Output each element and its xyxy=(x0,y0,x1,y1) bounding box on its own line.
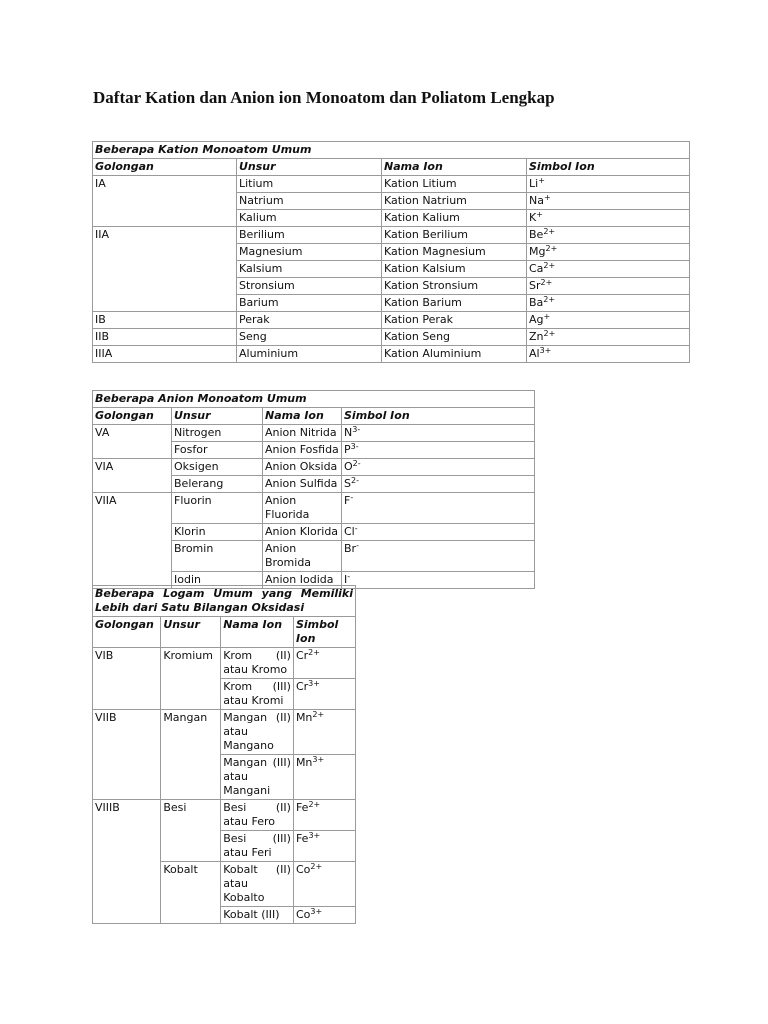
nama-ion-cell: Kobalt (II) atau Kobalto xyxy=(221,862,294,907)
ion-symbol: Zn xyxy=(529,330,544,343)
ion-symbol: N xyxy=(344,426,353,439)
ion-symbol-cell xyxy=(342,476,535,493)
ion-symbol-cell xyxy=(342,425,535,442)
ion-symbol: Mn xyxy=(295,711,313,724)
unsur-cell: Fluorin xyxy=(172,493,263,524)
ion-symbol: Mg xyxy=(529,245,546,258)
nama-ion-cell: Mangan (III) atau Mangani xyxy=(221,755,294,800)
ion-symbol: Cr xyxy=(295,680,309,693)
nama-ion-cell: Kation Natrium xyxy=(382,193,527,210)
ion-symbol: Li xyxy=(529,177,539,190)
ion-symbol-cell xyxy=(293,710,355,755)
table-caption-row xyxy=(93,391,535,408)
column-header: Nama Ion xyxy=(221,617,294,648)
ion-symbol: Al xyxy=(529,347,540,360)
anion-table xyxy=(92,390,535,589)
ion-symbol-cell xyxy=(342,541,535,572)
nama-ion-cell: Anion Klorida xyxy=(263,524,342,541)
nama-ion-cell: Kation Barium xyxy=(382,295,527,312)
column-header: Golongan xyxy=(93,408,172,425)
ion-symbol: O xyxy=(344,460,353,473)
column-header: Nama Ion xyxy=(263,408,342,425)
unsur-cell: Oksigen xyxy=(172,459,263,476)
unsur-cell: Mangan xyxy=(161,710,221,800)
ion-symbol-cell xyxy=(527,176,690,193)
nama-ion-cell: Kation Magnesium xyxy=(382,244,527,261)
ion-symbol: P xyxy=(344,443,351,456)
ion-symbol-cell xyxy=(293,862,355,907)
ion-charge: 2- xyxy=(352,459,361,468)
ion-symbol-cell xyxy=(527,346,690,363)
nama-ion-cell: Anion Nitrida xyxy=(263,425,342,442)
nama-ion-cell: Anion Fosfida xyxy=(263,442,342,459)
ion-symbol: Mn xyxy=(295,756,313,769)
ion-symbol-cell xyxy=(527,295,690,312)
unsur-cell: Kalium xyxy=(237,210,382,227)
ion-symbol-cell xyxy=(342,572,535,589)
ion-symbol-cell xyxy=(527,210,690,227)
table-caption: Beberapa Logam Umum yang Memiliki Lebih dari Satu Bilangan Oksidasi xyxy=(93,586,356,617)
nama-ion-cell: Krom (III) atau Kromi xyxy=(221,679,294,710)
column-header: Unsur xyxy=(172,408,263,425)
ion-charge: 2+ xyxy=(308,800,321,809)
ion-symbol: S xyxy=(344,477,351,490)
table-row xyxy=(93,493,535,524)
ion-symbol-cell xyxy=(342,524,535,541)
ion-symbol: Cr xyxy=(295,649,309,662)
golongan-cell: IIB xyxy=(93,329,237,346)
column-header: Unsur xyxy=(161,617,221,648)
unsur-cell: Berilium xyxy=(237,227,382,244)
golongan-cell: VIIB xyxy=(93,710,161,800)
ion-symbol-cell xyxy=(293,755,355,800)
table-row xyxy=(93,329,690,346)
unsur-cell: Klorin xyxy=(172,524,263,541)
nama-ion-cell: Besi (III) atau Feri xyxy=(221,831,294,862)
ion-charge: - xyxy=(356,541,359,550)
ion-symbol-cell xyxy=(293,907,355,924)
unsur-cell: Kobalt xyxy=(161,862,221,924)
ion-symbol: Na xyxy=(529,194,544,207)
nama-ion-cell: Kation Aluminium xyxy=(382,346,527,363)
ion-symbol-cell xyxy=(342,442,535,459)
table-header-row xyxy=(93,159,690,176)
ion-symbol: Ba xyxy=(529,296,544,309)
nama-ion-cell: Kation Litium xyxy=(382,176,527,193)
table-row xyxy=(93,312,690,329)
multi-oxidation-table xyxy=(92,585,356,924)
ion-symbol-cell xyxy=(293,648,355,679)
column-header: Simbol Ion xyxy=(293,617,355,648)
unsur-cell: Kromium xyxy=(161,648,221,710)
nama-ion-cell: Kation Perak xyxy=(382,312,527,329)
column-header: Golongan xyxy=(93,159,237,176)
ion-symbol-cell xyxy=(342,459,535,476)
ion-charge: - xyxy=(354,524,358,533)
golongan-cell: IB xyxy=(93,312,237,329)
ion-charge: + xyxy=(536,210,543,219)
unsur-cell: Barium xyxy=(237,295,382,312)
ion-charge: 2+ xyxy=(310,862,323,871)
ion-charge: 3+ xyxy=(312,755,325,764)
table-row xyxy=(93,346,690,363)
golongan-cell: VA xyxy=(93,425,172,459)
ion-charge: + xyxy=(543,312,551,321)
ion-symbol-cell xyxy=(293,831,355,862)
column-header: Nama Ion xyxy=(382,159,527,176)
unsur-cell: Magnesium xyxy=(237,244,382,261)
ion-symbol-cell xyxy=(527,312,690,329)
golongan-cell: VIIA xyxy=(93,493,172,589)
column-header: Simbol Ion xyxy=(342,408,535,425)
ion-charge: 3+ xyxy=(310,907,323,916)
column-header: Golongan xyxy=(93,617,161,648)
nama-ion-cell: Besi (II) atau Fero xyxy=(221,800,294,831)
golongan-cell: IIIA xyxy=(93,346,237,363)
ion-charge: + xyxy=(538,176,545,185)
table-row xyxy=(93,227,690,244)
ion-symbol: Co xyxy=(295,863,311,876)
nama-ion-cell: Kation Berilium xyxy=(382,227,527,244)
golongan-cell: IA xyxy=(93,176,237,227)
ion-symbol-cell xyxy=(527,261,690,278)
table-caption-row xyxy=(93,586,356,617)
column-header: Simbol Ion xyxy=(527,159,690,176)
ion-charge: 2- xyxy=(350,476,359,485)
cation-table xyxy=(92,141,690,363)
unsur-cell: Perak xyxy=(237,312,382,329)
nama-ion-cell: Anion Oksida xyxy=(263,459,342,476)
table-row xyxy=(93,800,356,831)
ion-symbol-cell xyxy=(293,679,355,710)
ion-charge: 3- xyxy=(350,442,359,451)
ion-charge: 2+ xyxy=(545,244,558,253)
unsur-cell: Besi xyxy=(161,800,221,862)
ion-charge: - xyxy=(350,493,354,502)
nama-ion-cell: Kation Seng xyxy=(382,329,527,346)
ion-charge: 2+ xyxy=(308,648,320,657)
table-row xyxy=(93,425,535,442)
nama-ion-cell: Anion Iodida xyxy=(263,572,342,589)
unsur-cell: Stronsium xyxy=(237,278,382,295)
golongan-cell: VIA xyxy=(93,459,172,493)
unsur-cell: Seng xyxy=(237,329,382,346)
ion-symbol: Br xyxy=(344,542,357,555)
ion-charge: 2+ xyxy=(543,295,556,304)
nama-ion-cell: Anion Sulfida xyxy=(263,476,342,493)
ion-symbol-cell xyxy=(527,278,690,295)
column-header: Unsur xyxy=(237,159,382,176)
ion-symbol: Cl xyxy=(344,525,355,538)
ion-symbol: Ag xyxy=(529,313,544,326)
ion-symbol: K xyxy=(529,211,537,224)
unsur-cell: Bromin xyxy=(172,541,263,572)
ion-charge: 3+ xyxy=(308,679,320,688)
golongan-cell: IIA xyxy=(93,227,237,312)
nama-ion-cell: Kation Stronsium xyxy=(382,278,527,295)
ion-charge: 2+ xyxy=(543,227,556,236)
ion-charge: 2+ xyxy=(312,710,325,719)
unsur-cell: Kalsium xyxy=(237,261,382,278)
ion-charge: 3+ xyxy=(308,831,321,840)
nama-ion-cell: Mangan (II) atau Mangano xyxy=(221,710,294,755)
nama-ion-cell: Kation Kalium xyxy=(382,210,527,227)
table-header-row xyxy=(93,408,535,425)
ion-charge: - xyxy=(347,572,351,581)
nama-ion-cell: Krom (II) atau Kromo xyxy=(221,648,294,679)
ion-charge: 2+ xyxy=(540,278,553,287)
unsur-cell: Aluminium xyxy=(237,346,382,363)
ion-charge: 3+ xyxy=(539,346,552,355)
ion-symbol: Sr xyxy=(529,279,541,292)
table-caption: Beberapa Anion Monoatom Umum xyxy=(93,391,535,408)
ion-symbol-cell xyxy=(293,800,355,831)
ion-charge: 3- xyxy=(352,425,361,434)
nama-ion-cell: Anion Fluorida xyxy=(263,493,342,524)
table-caption-row xyxy=(93,142,690,159)
table-header-row xyxy=(93,617,356,648)
ion-symbol-cell xyxy=(527,329,690,346)
table-row xyxy=(93,459,535,476)
ion-symbol: I xyxy=(344,573,348,586)
ion-charge: 2+ xyxy=(543,261,556,270)
golongan-cell: VIB xyxy=(93,648,161,710)
ion-symbol: Ca xyxy=(529,262,544,275)
ion-symbol-cell xyxy=(527,227,690,244)
ion-symbol: F xyxy=(344,494,351,507)
ion-symbol-cell xyxy=(342,493,535,524)
page-title: Daftar Kation dan Anion ion Monoatom dan Poliatom Lengkap xyxy=(93,88,555,107)
table-row xyxy=(93,710,356,755)
ion-symbol-cell xyxy=(527,193,690,210)
unsur-cell: Belerang xyxy=(172,476,263,493)
ion-symbol: Fe xyxy=(295,832,309,845)
unsur-cell: Iodin xyxy=(172,572,263,589)
unsur-cell: Fosfor xyxy=(172,442,263,459)
unsur-cell: Litium xyxy=(237,176,382,193)
ion-symbol: Be xyxy=(529,228,544,241)
table-row xyxy=(93,176,690,193)
ion-symbol: Fe xyxy=(295,801,309,814)
nama-ion-cell: Kobalt (III) xyxy=(221,907,294,924)
ion-charge: + xyxy=(543,193,551,202)
nama-ion-cell: Kation Kalsium xyxy=(382,261,527,278)
table-row xyxy=(93,648,356,679)
golongan-cell: VIIIB xyxy=(93,800,161,924)
unsur-cell: Nitrogen xyxy=(172,425,263,442)
unsur-cell: Natrium xyxy=(237,193,382,210)
table-caption: Beberapa Kation Monoatom Umum xyxy=(93,142,690,159)
ion-charge: 2+ xyxy=(543,329,556,338)
nama-ion-cell: Anion Bromida xyxy=(263,541,342,572)
ion-symbol-cell xyxy=(527,244,690,261)
ion-symbol: Co xyxy=(295,908,311,921)
